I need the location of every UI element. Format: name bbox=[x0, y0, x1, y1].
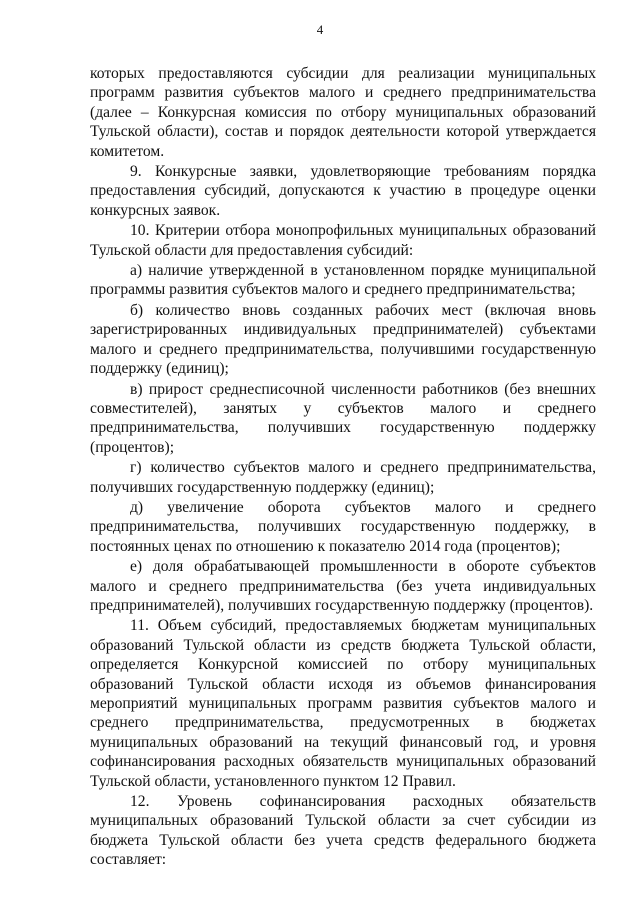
paragraph-12: 12. Уровень софинансирования расходных обязательств муниципальных образований Тульской области за счет субсидии из бюджета Тульской области без учета средств федерального бюджета составляет: bbox=[90, 793, 596, 869]
paragraph-11: 11. Объем субсидий, предоставляемых бюджетам муниципальных образований Тульской области из средств бюджета Тульской области, определяется Конкурсной комиссией по отбору муниципальных образований Тульской области исходя из объемов финансирования мероприятий муниципальных программ развития субъектов малого и среднего предпринимательства, предусмотренных в бюджетах муниципальных образований на текущий финансовый год, и уровня софинансирования расходных обязательств муниципальных образований Тульской области, установленного пунктом 12 Правил. bbox=[90, 617, 596, 790]
document-body bbox=[90, 64, 596, 870]
criterion-b: б) количество вновь созданных рабочих мест (включая вновь зарегистрированных индивидуальных предпринимателей) субъектами малого и среднего предпринимательства, получившими государственную поддержку (единиц); bbox=[90, 301, 596, 378]
criterion-v: в) прирост среднесписочной численности работников (без внешних совместителей), занятых у субъектов малого и среднего предпринимательства, получивших государственную поддержку (процентов); bbox=[90, 380, 596, 456]
page-number: 4 bbox=[316, 22, 324, 37]
criterion-g: г) количество субъектов малого и среднего предпринимательства, получивших государственную поддержку (единиц); bbox=[90, 459, 596, 496]
paragraph-commission-continuation: которых предоставляются субсидии для реализации муниципальных программ развития субъектов малого и среднего предпринимательства (далее – Конкурсная комиссия по отбору муниципальных образований Тульской области), состав и порядок деятельности которой утверждается комитетом. bbox=[90, 65, 596, 160]
paragraph-9: 9. Конкурсные заявки, удовлетворяющие требованиям порядка предоставления субсидий, допускаются к участию в процедуре оценки конкурсных заявок. bbox=[90, 163, 596, 219]
paragraph-10: 10. Критерии отбора монопрофильных муниципальных образований Тульской области для предоставления субсидий: bbox=[90, 222, 596, 259]
criterion-d: д) увеличение оборота субъектов малого и среднего предпринимательства, получивших государственную поддержку, в постоянных ценах по отношению к показателю 2014 года (процентов); bbox=[90, 498, 596, 555]
criterion-e: е) доля обрабатывающей промышленности в обороте субъектов малого и среднего предпринимательства (без учета индивидуальных предпринимателей), получивших государственную поддержку (процентов). bbox=[90, 558, 596, 614]
criterion-a: а) наличие утвержденной в установленном порядке муниципальной программы развития субъектов малого и среднего предпринимательства; bbox=[90, 262, 596, 299]
